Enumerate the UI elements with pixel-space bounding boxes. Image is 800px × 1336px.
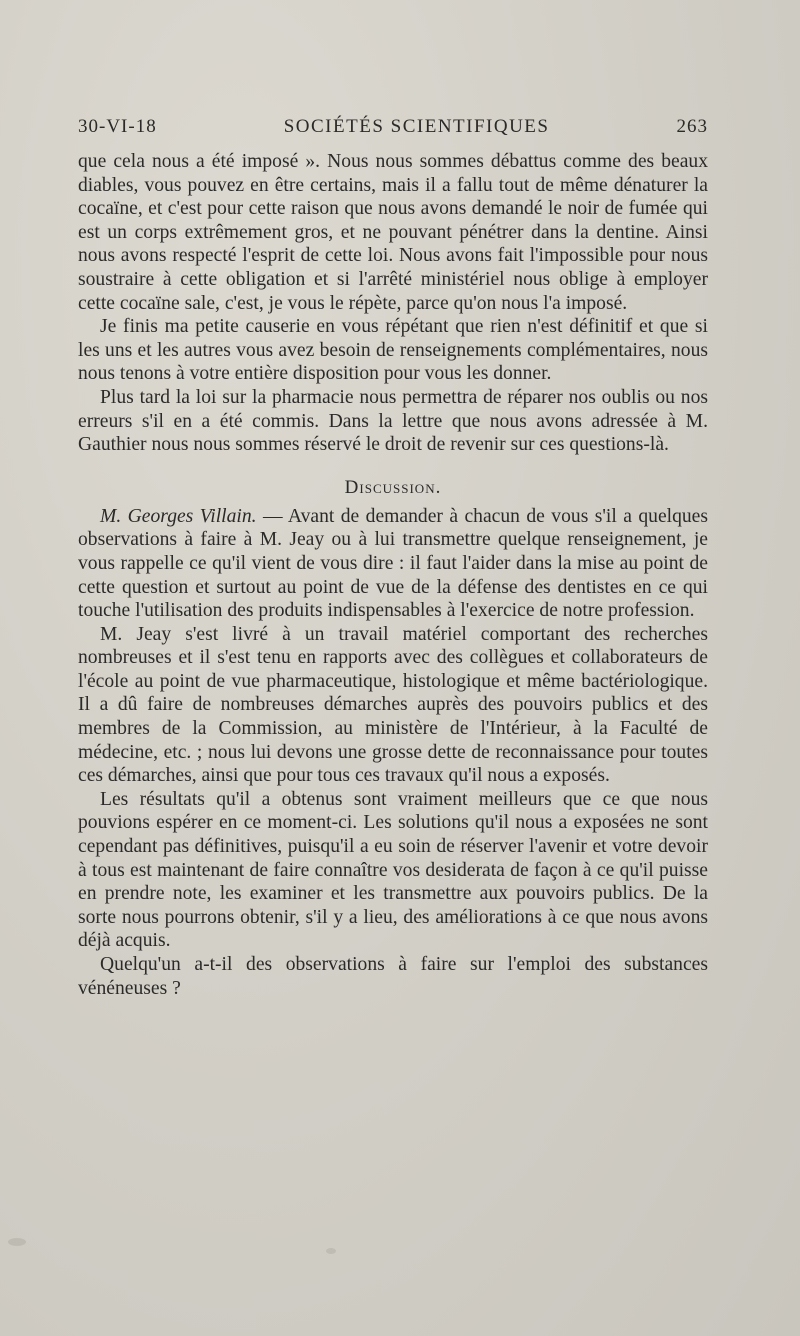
header-date: 30-VI-18 xyxy=(78,116,157,137)
speaker-text: — Avant de demander à chacun de vous s'il a quelques observations à faire à M. Jeay ou à lui transmettre quelque renseignement, je vous rappelle ce qu'il vient de vous dire : il faut l'aider dans la mise au point de cette question et surtout au point de vue de la défense des dentistes en ce qui touche l'utilisation des produits indispensables à l'exercice de notre profession. xyxy=(78,505,709,622)
paragraph: M. Jeay s'est livré à un travail matériel comportant des recherches nombreuses et il s'est tenu en rapports avec des collègues et collaborateurs de l'école au point de vue pharmaceutique, histologique et même bactériologique. Il a dû faire de nombreuses démarches auprès des pouvoirs publics et des membres de la Commission, au ministère de l'Intérieur, à la Faculté de médecine, etc. ; nous lui devons une grosse dette de reconnaissance pour toutes ces démarches, ainsi que pour tous ces travaux qu'il nous a exposés. xyxy=(78,623,708,787)
paper-stain xyxy=(8,1238,26,1246)
paragraph: Plus tard la loi sur la pharmacie nous permettra de réparer nos oublis ou nos erreurs s'il en a été commis. Dans la lettre que nous avons adressée à M. Gauthier nous nous sommes réservé le droit de revenir sur ces questions-là. xyxy=(78,386,708,456)
paragraph xyxy=(78,505,708,623)
paragraph: Les résultats qu'il a obtenus sont vraiment meilleurs que ce que nous pouvions espérer en ce moment-ci. Les solutions qu'il nous a exposées ne sont cependant pas définitives, puisqu'il a eu soin de réserver l'avenir et votre devoir à tous est maintenant de faire connaître vos desiderata de façon à ce qu'il puisse en prendre note, les examiner et les transmettre aux pouvoirs publics. De la sorte nous pourrons obtenir, s'il y a lieu, des améliorations à ce que nous avons déjà acquis. xyxy=(78,788,708,952)
header-title: SOCIÉTÉS SCIENTIFIQUES xyxy=(283,116,550,137)
paragraph: que cela nous a été imposé ». Nous nous sommes débattus comme des beaux diables, vous pouvez en être certains, mais il a fallu tout de même dénaturer la cocaïne, et c'est pour cette raison que nous avons demandé le noir de fumée qui est un corps extrêmement gros, et ne pouvant pénétrer dans la dentine. Ainsi nous avons respecté l'esprit de cette loi. Nous avons fait l'impossible pour nous soustraire à cette obligation et si l'arrêté ministériel nous oblige à employer cette cocaïne sale, c'est, je vous le répète, parce qu'on nous l'a imposé. xyxy=(78,151,708,314)
paragraph: Quelqu'un a-t-il des observations à faire sur l'emploi des substances vénéneuses ? xyxy=(78,954,708,999)
book-page xyxy=(78,116,708,1000)
running-header xyxy=(78,116,708,150)
body-text xyxy=(78,150,708,1000)
section-heading: Discussion. xyxy=(344,476,442,498)
page-number: 263 xyxy=(676,116,708,137)
paper-stain xyxy=(326,1248,336,1254)
speaker-name: M. Georges Villain. xyxy=(100,505,257,527)
paragraph: Je finis ma petite causerie en vous répétant que rien n'est définitif et que si les uns et les autres vous avez besoin de renseignements complémentaires, nous nous tenons à votre entière disposition pour vous les donner. xyxy=(78,316,708,385)
